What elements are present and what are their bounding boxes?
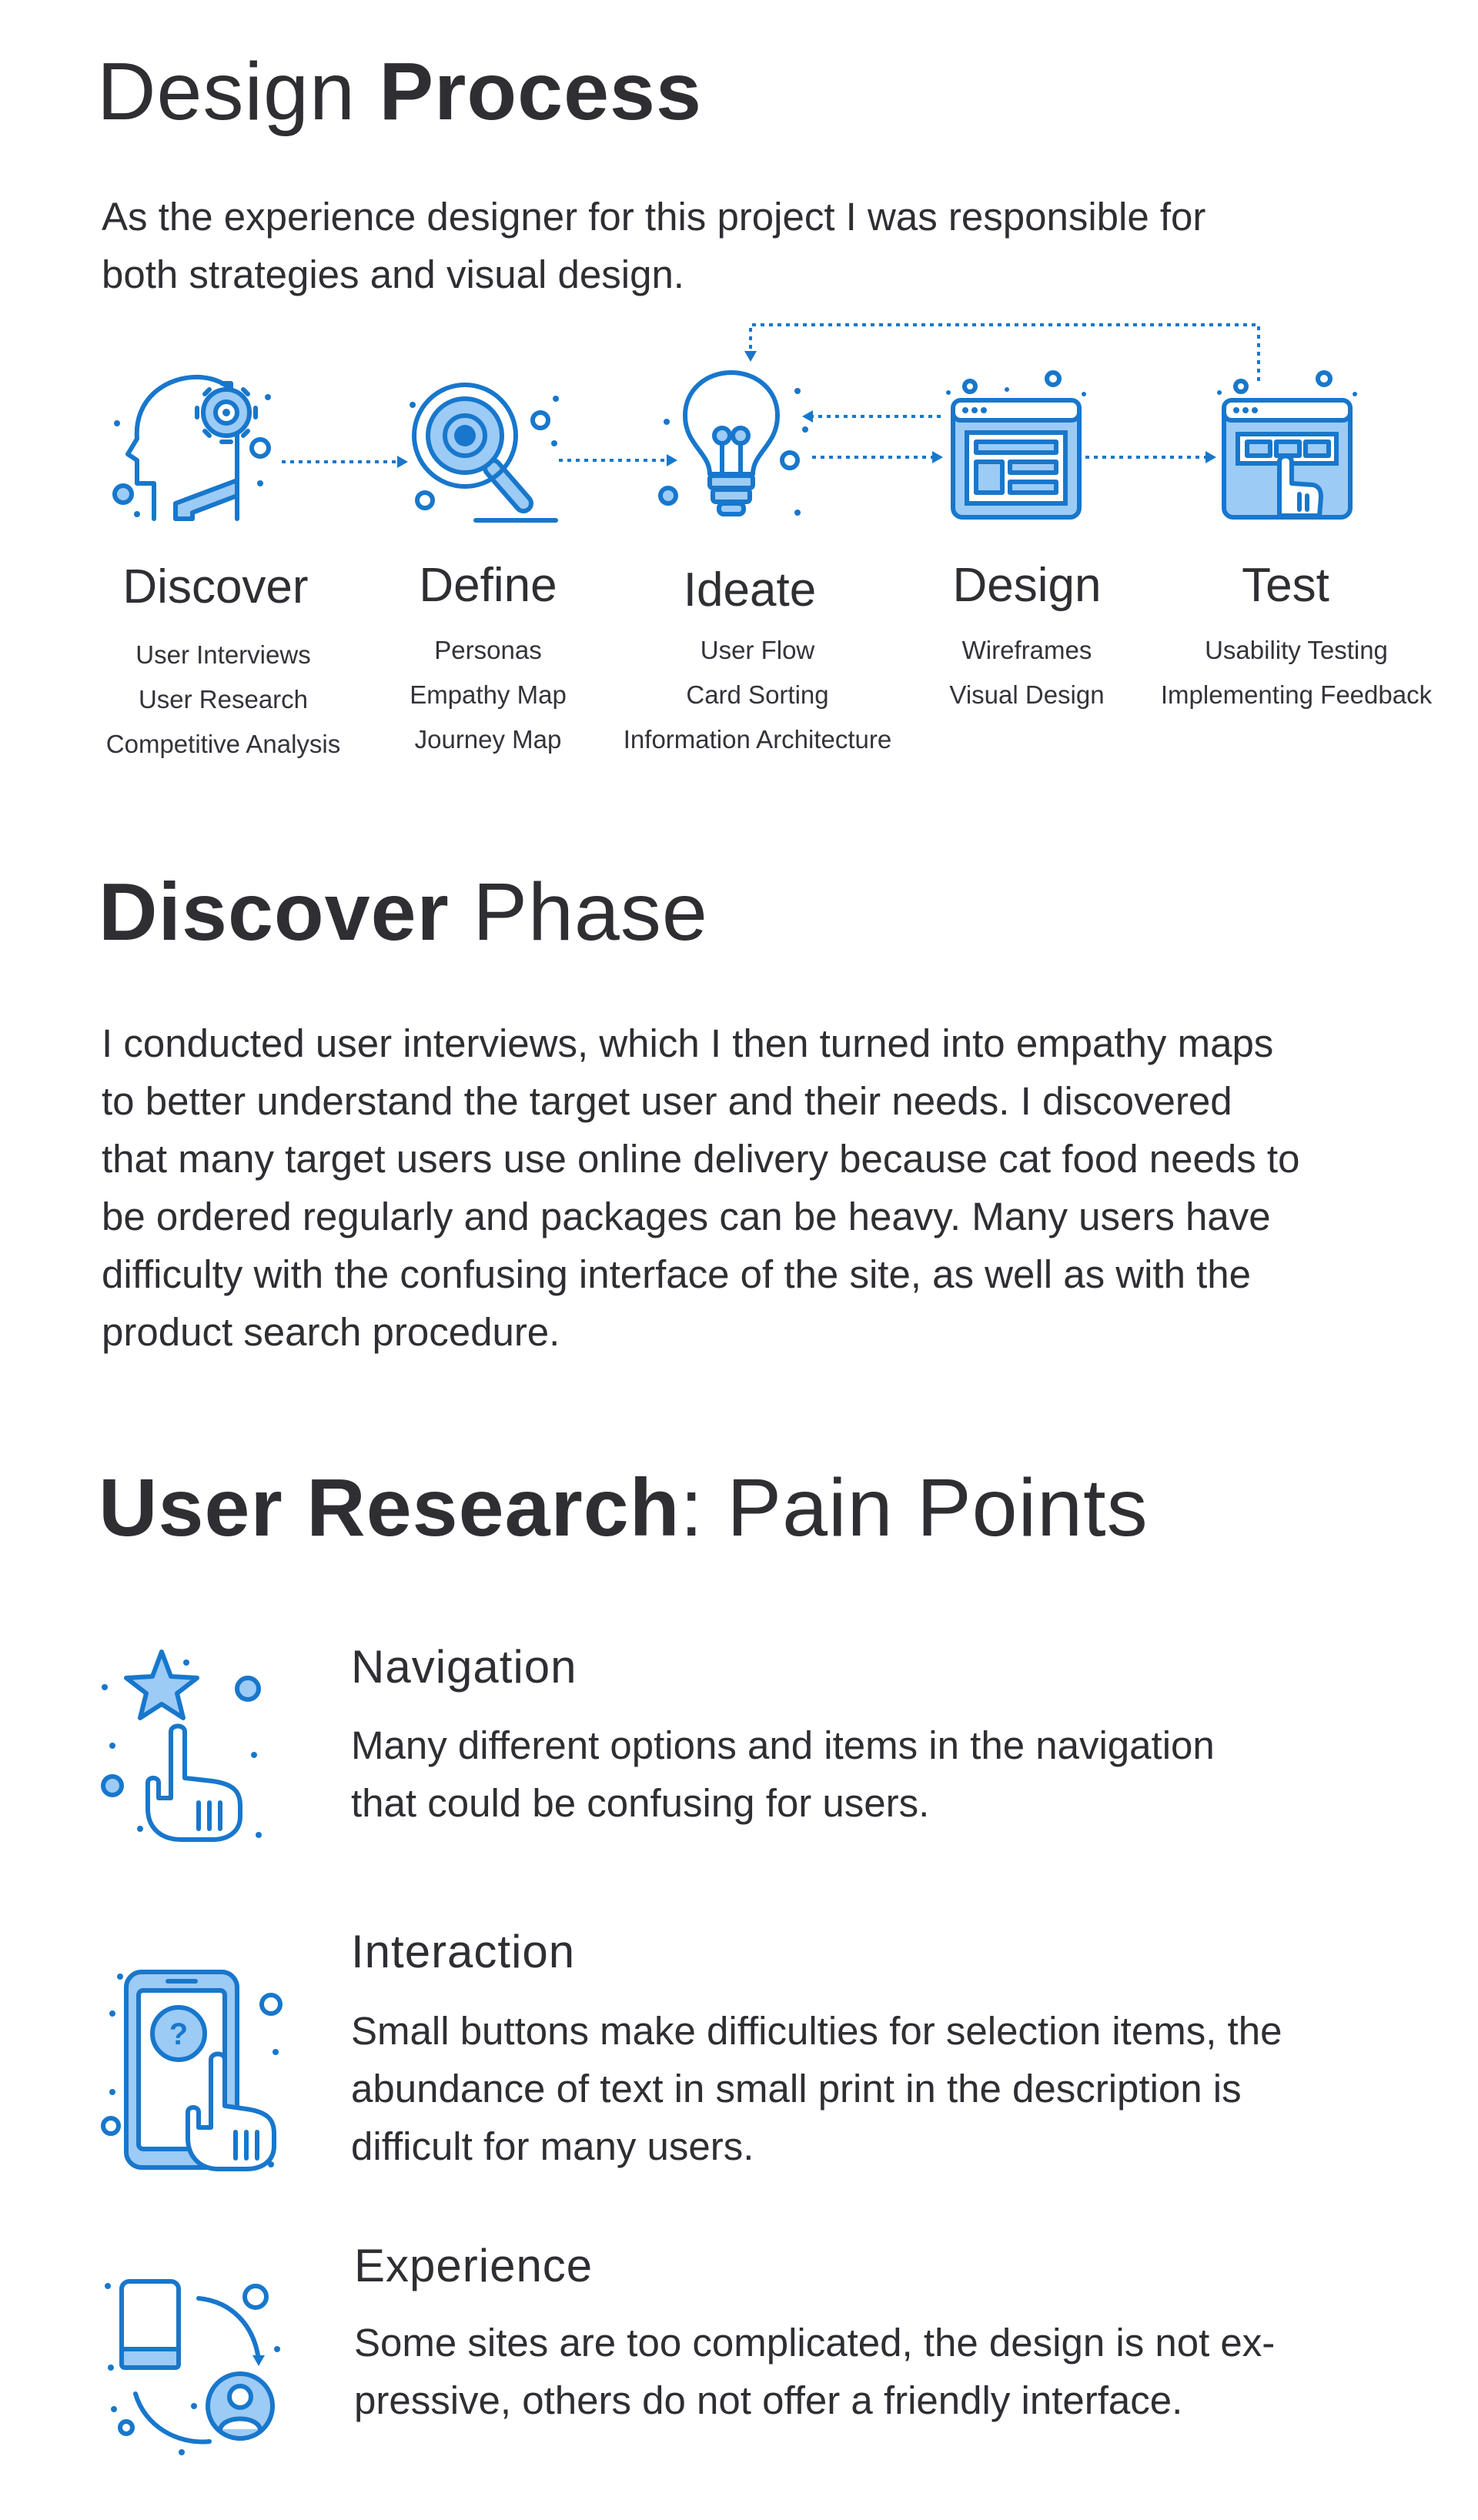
discover-phase-heading: Discover Phase <box>99 867 708 958</box>
step-title-test: Test <box>1242 559 1329 612</box>
test-click-window-icon <box>1216 369 1363 523</box>
pain-point-description: Small buttons make difficulties for selection items, the abundance of text in small print in the description is difficult for many users. <box>351 2009 1282 2168</box>
step-item: Personas <box>434 636 542 664</box>
step-item: Information Architecture <box>623 725 892 754</box>
pain-point-title: Navigation <box>351 1641 577 1693</box>
step-item: User Flow <box>700 636 815 664</box>
step-item: Card Sorting <box>686 680 829 709</box>
step-item: Usability Testing <box>1205 636 1388 664</box>
pain-points-heading: User Research: Pain Points <box>99 1462 1149 1553</box>
step-item: Journey Map <box>414 725 562 754</box>
star-tap-icon <box>97 1647 274 1847</box>
phone-user-icon <box>100 2275 293 2460</box>
step-item: User Interviews <box>135 640 311 669</box>
question-mark-glyph: ? <box>169 2017 189 2051</box>
pain-point-description: Many different options and items in the navigation that could be confusing for users. <box>351 1723 1215 1825</box>
pain-point-title: Experience <box>354 2240 594 2291</box>
step-items-test <box>1135 628 1458 717</box>
arrow-head <box>1205 451 1216 463</box>
pain-point-title: Interaction <box>351 1926 576 1977</box>
lightbulb-icon <box>651 368 821 522</box>
pain-point-description: Some sites are too complicated, the design is not ex- pressive, others do not offer a friendly interface. <box>354 2321 1276 2422</box>
step-item: User Research <box>138 685 309 714</box>
design-process-heading: Design Process <box>97 46 702 137</box>
step-title-discover: Discover <box>122 560 309 613</box>
step-title-ideate: Ideate <box>683 563 817 617</box>
design-process-intro: As the experience designer for this project I was responsible for both strategies and visual design. <box>102 195 1206 296</box>
step-item: Visual Design <box>949 680 1105 709</box>
phone-tap-icon <box>97 1967 289 2183</box>
step-title-design: Design <box>952 559 1102 612</box>
head-gear-icon <box>106 368 276 522</box>
magnifier-gear-icon <box>402 374 571 528</box>
step-item: Competitive Analysis <box>105 730 341 758</box>
step-title-define: Define <box>419 559 557 612</box>
arrow-head <box>932 451 943 463</box>
discover-phase-paragraph: I conducted user interviews, which I then turned into empathy maps to better understand the target user and their needs. I discovered that many target users use online delivery because cat food needs to be ordered regularly and packages can be heavy. Many users have difficulty with the confusing interface of the site, as well as with the product search procedure. <box>102 1021 1300 1354</box>
step-item: Empathy Map <box>410 680 567 709</box>
arrow-head <box>744 351 757 362</box>
step-item: Implementing Feedback <box>1160 680 1433 709</box>
wireframe-window-icon <box>945 369 1092 523</box>
step-item: Wireframes <box>961 636 1092 664</box>
